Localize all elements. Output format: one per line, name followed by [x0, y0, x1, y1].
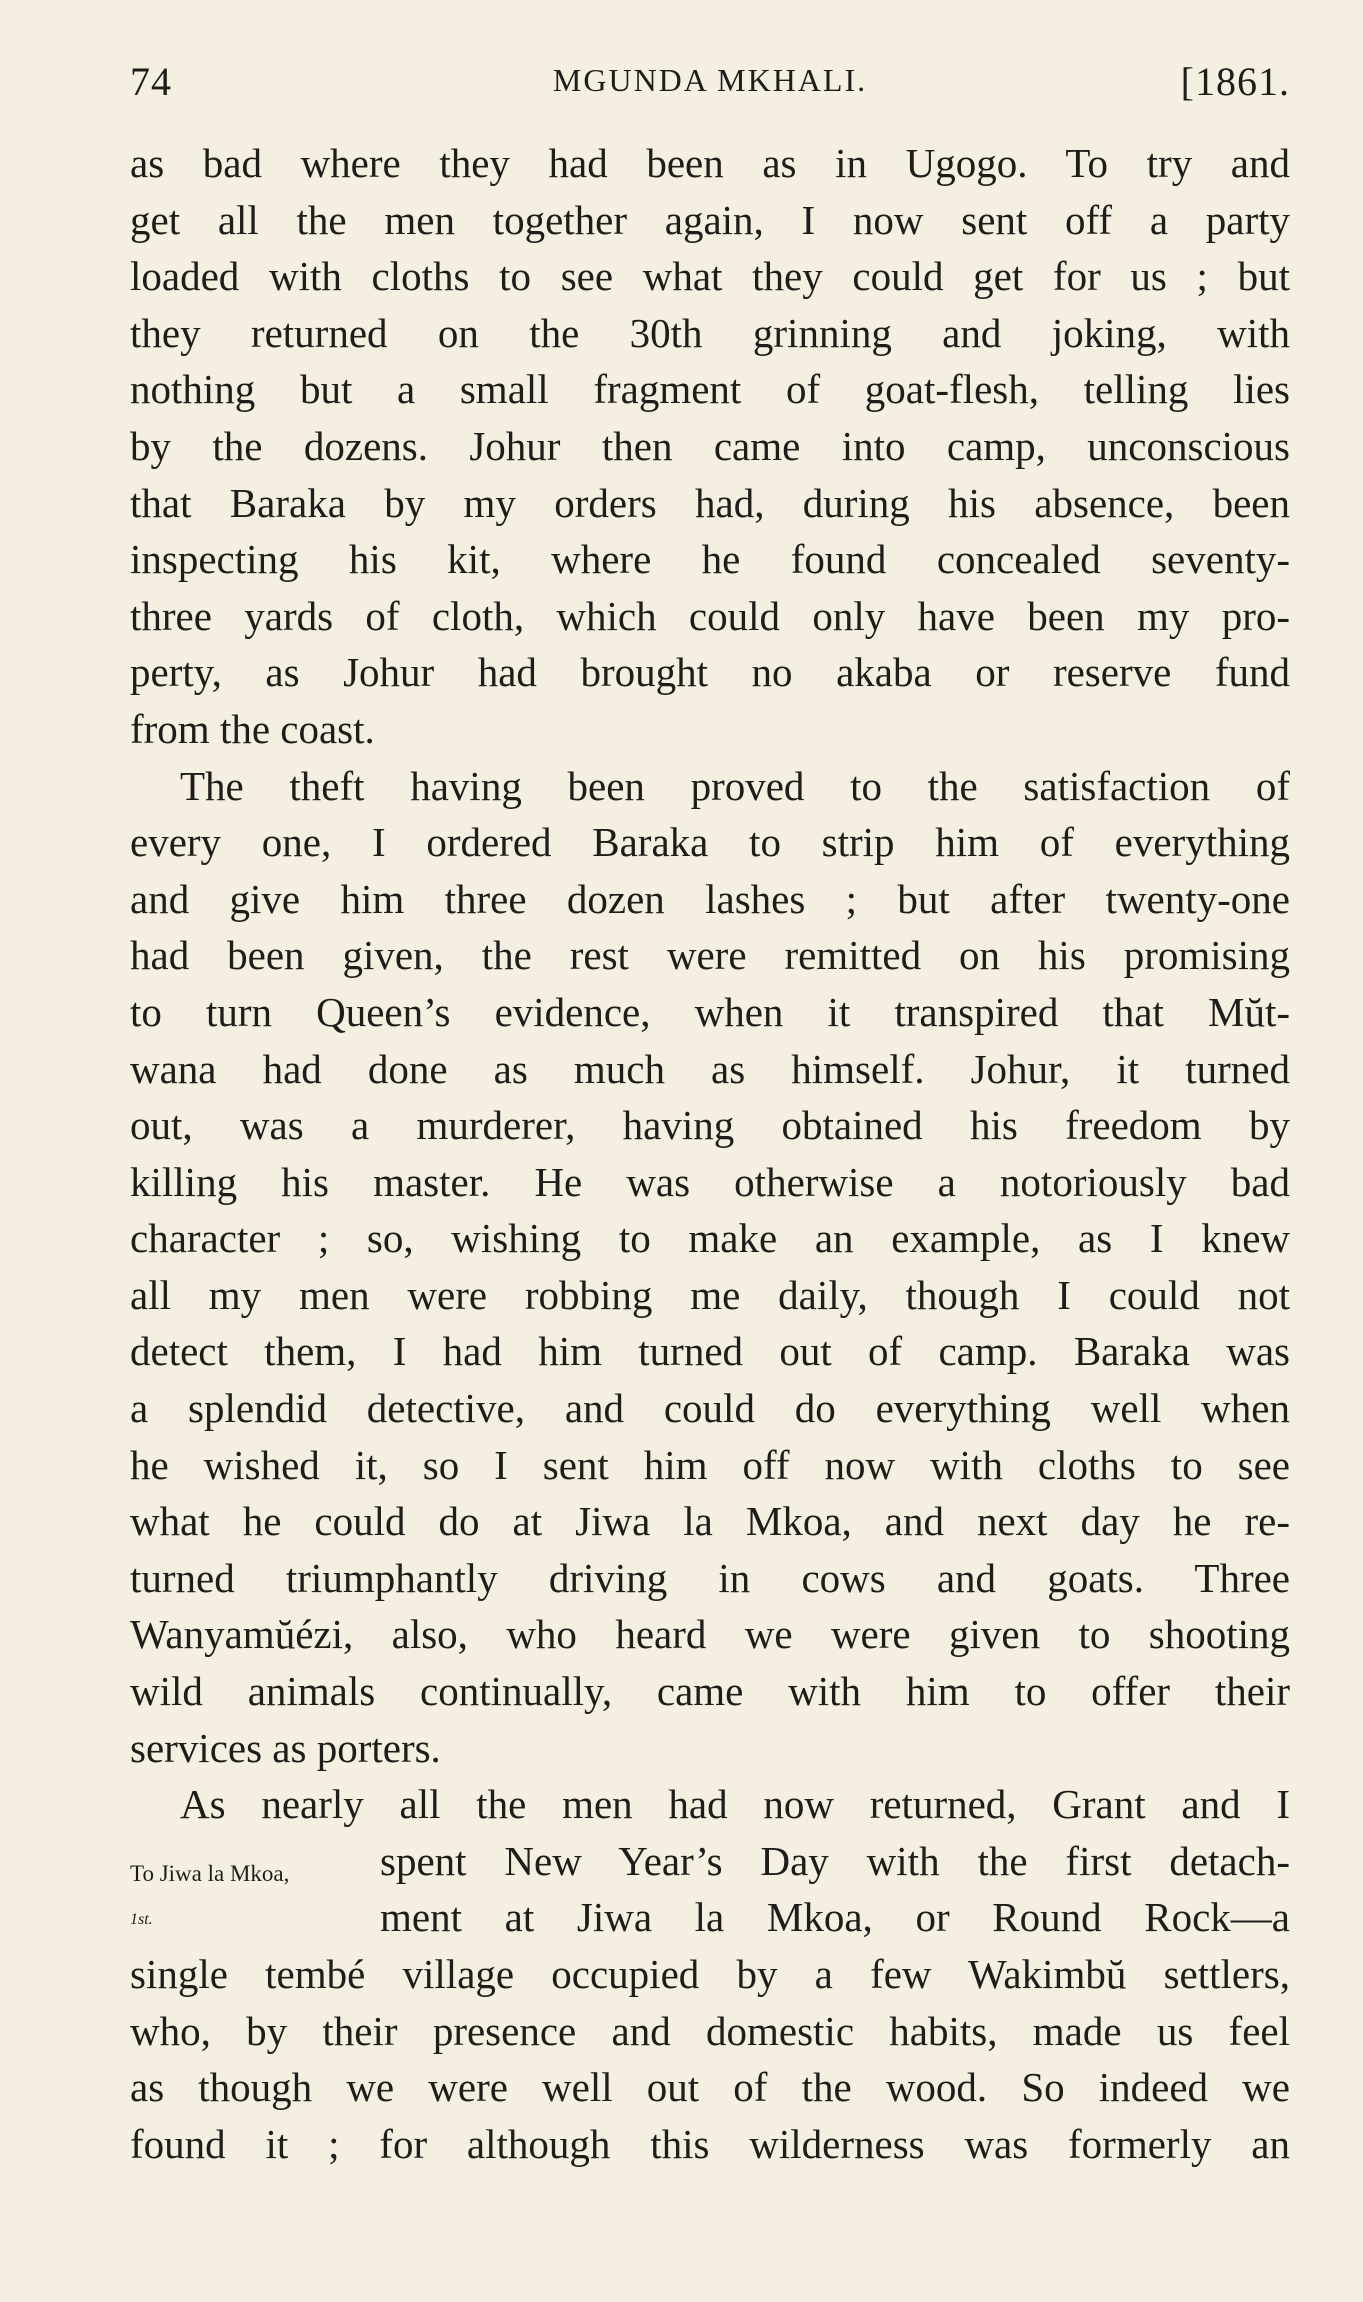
year-heading: [1861. [1180, 59, 1290, 104]
text-line: who, by their presence and domestic habits, made us feel [130, 2007, 1290, 2054]
text-line: nothing but a small fragment of goat-flesh, telling lies [130, 366, 1290, 413]
text-line: found it ; for although this wilderness was formerly an [130, 2120, 1290, 2167]
text-line: he wished it, so I sent him off now with cloths to see [130, 1441, 1290, 1488]
text-line: all my men were robbing me daily, though I could not [130, 1271, 1290, 1318]
text-line: wild animals continually, came with him to offer their [130, 1668, 1290, 1715]
text-line: as though we were well out of the wood. So indeed we [130, 2064, 1290, 2111]
text-line: and give him three dozen lashes ; but after twenty-one [130, 875, 1290, 922]
body-text [130, 135, 1290, 2172]
text-line: services as porters. [130, 1724, 441, 1771]
page-header [130, 48, 1290, 108]
text-line: what he could do at Jiwa la Mkoa, and next day he re- [130, 1498, 1290, 1545]
text-line: wana had done as much as himself. Johur, it turned [130, 1045, 1290, 1092]
text-line: out, was a murderer, having obtained his freedom by [130, 1102, 1290, 1149]
text-line: Wanyamŭézi, also, who heard we were given to shooting [130, 1611, 1290, 1658]
text-line: perty, as Johur had brought no akaba or reserve fund [130, 649, 1290, 696]
text-line: by the dozens. Johur then came into camp, unconscious [130, 422, 1290, 469]
text-line: single tembé village occupied by a few Wakimbŭ settlers, [130, 1951, 1290, 1997]
text-line: killing his master. He was otherwise a notoriously bad [130, 1158, 1290, 1205]
text-line: as bad where they had been as in Ugogo. To try and [130, 140, 1290, 186]
page-number: 74 [130, 59, 172, 104]
marginal-note [130, 1860, 289, 1888]
text-line: ment at Jiwa la Mkoa, or Round Rock—a [380, 1894, 1290, 1941]
marginal-note-date [130, 1906, 153, 1939]
text-line: had been given, the rest were remitted on his promising [130, 932, 1290, 979]
running-head: MGUNDA MKHALI. [552, 62, 868, 98]
text-line: character ; so, wishing to make an example, as I knew [130, 1215, 1290, 1262]
text-line: spent New Year’s Day with the first detach- [380, 1837, 1290, 1884]
text-line: As nearly all the men had now returned, Grant and I [180, 1781, 1290, 1828]
text-line: detect them, I had him turned out of camp. Baraka was [130, 1328, 1290, 1375]
text-line: from the coast. [130, 705, 375, 752]
text-line: turned triumphantly driving in cows and goats. Three [130, 1554, 1290, 1601]
text-line: The theft having been proved to the satisfaction of [180, 762, 1290, 809]
text-line: a splendid detective, and could do everything well when [130, 1385, 1290, 1432]
text-line: three yards of cloth, which could only have been my pro- [130, 592, 1290, 639]
text-line: to turn Queen’s evidence, when it transpired that Mŭt- [130, 988, 1290, 1035]
marginal-note-place: To Jiwa la Mkoa, [130, 1861, 290, 1886]
text-line: inspecting his kit, where he found concealed seventy- [130, 536, 1290, 583]
text-line: they returned on the 30th grinning and joking, with [130, 309, 1290, 356]
text-line: get all the men together again, I now sent off a party [130, 196, 1290, 243]
marginal-note-day: 1st. [130, 1911, 153, 1928]
text-line: that Baraka by my orders had, during his absence, been [130, 479, 1290, 526]
text-line: every one, I ordered Baraka to strip him of everything [130, 819, 1290, 866]
text-line: loaded with cloths to see what they could get for us ; but [130, 253, 1290, 300]
